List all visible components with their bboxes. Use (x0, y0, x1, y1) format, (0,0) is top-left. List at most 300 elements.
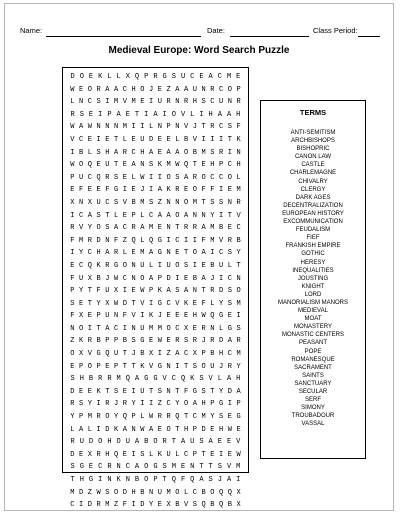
grid-letter[interactable]: B (184, 135, 189, 144)
grid-letter[interactable]: U (157, 488, 162, 497)
grid-letter[interactable]: T (114, 161, 119, 170)
grid-letter[interactable]: O (192, 249, 197, 258)
grid-letter[interactable]: L (175, 450, 180, 459)
grid-letter[interactable]: E (201, 161, 206, 170)
grid-letter[interactable]: A (131, 161, 136, 170)
grid-letter[interactable]: B (219, 224, 224, 233)
grid-letter[interactable]: A (226, 110, 232, 119)
grid-letter[interactable]: M (114, 98, 119, 107)
grid-letter[interactable]: A (184, 173, 189, 182)
grid-letter[interactable]: P (131, 211, 136, 220)
grid-letter[interactable]: E (131, 186, 136, 195)
grid-letter[interactable]: M (131, 98, 136, 107)
grid-letter[interactable]: I (70, 249, 75, 258)
grid-letter[interactable]: S (149, 161, 154, 170)
grid-letter[interactable]: Q (201, 501, 206, 510)
grid-letter[interactable]: S (114, 173, 119, 182)
grid-letter[interactable]: L (131, 173, 136, 182)
grid-letter[interactable]: Y (131, 400, 136, 409)
grid-letter[interactable]: R (96, 501, 101, 510)
grid-letter[interactable]: D (122, 488, 127, 497)
grid-letter[interactable]: E (87, 312, 92, 321)
grid-letter[interactable]: C (122, 224, 127, 233)
grid-letter[interactable]: C (70, 501, 75, 510)
grid-letter[interactable]: B (192, 274, 197, 283)
grid-letter[interactable]: C (79, 261, 84, 270)
grid-letter[interactable]: I (96, 135, 101, 144)
grid-letter[interactable]: I (131, 450, 136, 459)
grid-letter[interactable]: T (162, 476, 167, 484)
grid-letter[interactable]: C (171, 375, 176, 384)
grid-letter[interactable]: R (219, 148, 224, 157)
grid-letter[interactable]: S (70, 463, 75, 472)
grid-letter[interactable]: U (96, 198, 101, 207)
grid-letter[interactable]: F (236, 123, 241, 132)
grid-letter[interactable]: K (157, 450, 162, 459)
grid-letter[interactable]: R (236, 98, 241, 107)
grid-letter[interactable]: M (236, 299, 241, 308)
grid-letter[interactable]: M (171, 463, 176, 472)
grid-letter[interactable]: B (201, 488, 206, 497)
grid-letter[interactable]: F (180, 476, 186, 484)
grid-letter[interactable]: L (107, 73, 112, 81)
grid-letter[interactable]: U (140, 261, 145, 270)
grid-letter[interactable]: U (210, 362, 215, 371)
grid-letter[interactable]: G (157, 236, 162, 245)
grid-letter[interactable]: P (210, 400, 215, 409)
grid-letter[interactable]: R (87, 337, 92, 346)
grid-letter[interactable]: E (79, 387, 84, 396)
grid-letter[interactable]: S (96, 211, 101, 220)
grid-letter[interactable]: A (105, 249, 110, 258)
grid-letter[interactable]: A (149, 425, 154, 434)
grid-letter[interactable]: P (114, 337, 119, 346)
grid-letter[interactable]: C (166, 299, 171, 308)
grid-letter[interactable]: Y (79, 287, 84, 296)
grid-letter[interactable]: U (140, 387, 145, 396)
grid-letter[interactable]: U (105, 161, 110, 170)
grid-letter[interactable]: S (70, 375, 75, 384)
grid-letter[interactable]: E (192, 299, 197, 308)
grid-letter[interactable]: A (79, 425, 84, 434)
grid-letter[interactable]: C (131, 148, 136, 157)
grid-letter[interactable]: D (219, 337, 224, 346)
grid-letter[interactable]: V (219, 236, 224, 245)
grid-letter[interactable]: U (125, 438, 130, 447)
name-line[interactable] (46, 36, 201, 37)
grid-letter[interactable]: O (166, 173, 171, 182)
grid-letter[interactable]: H (105, 148, 110, 157)
grid-letter[interactable]: O (98, 438, 103, 447)
grid-letter[interactable]: X (87, 198, 92, 207)
grid-letter[interactable]: K (149, 312, 154, 321)
grid-letter[interactable]: H (79, 476, 84, 484)
grid-letter[interactable]: O (116, 438, 121, 447)
grid-letter[interactable]: M (105, 501, 110, 510)
grid-letter[interactable]: R (70, 400, 75, 409)
grid-letter[interactable]: Z (166, 350, 171, 359)
grid-letter[interactable]: B (96, 274, 101, 283)
grid-letter[interactable]: P (153, 476, 158, 484)
grid-letter[interactable]: C (227, 161, 232, 170)
grid-letter[interactable]: W (140, 287, 145, 296)
grid-letter[interactable]: G (144, 375, 149, 384)
grid-letter[interactable]: W (96, 488, 101, 497)
grid-letter[interactable]: Q (180, 375, 186, 384)
grid-letter[interactable]: Z (70, 337, 75, 346)
grid-letter[interactable]: S (171, 73, 176, 81)
grid-letter[interactable]: E (166, 312, 171, 321)
grid-letter[interactable]: S (79, 400, 84, 409)
grid-letter[interactable]: S (175, 287, 180, 296)
grid-letter[interactable]: A (201, 224, 206, 233)
grid-letter[interactable]: S (219, 198, 224, 207)
grid-letter[interactable]: P (79, 362, 84, 371)
grid-letter[interactable]: F (201, 299, 206, 308)
grid-letter[interactable]: B (192, 148, 197, 157)
grid-letter[interactable]: O (184, 400, 189, 409)
grid-letter[interactable]: F (210, 186, 215, 195)
grid-letter[interactable]: R (166, 413, 171, 422)
grid-letter[interactable]: O (70, 350, 75, 359)
grid-letter[interactable]: P (96, 312, 101, 321)
grid-letter[interactable]: O (105, 413, 110, 422)
grid-letter[interactable]: E (227, 186, 232, 195)
grid-letter[interactable]: Y (87, 224, 92, 233)
grid-letter[interactable]: N (79, 98, 84, 107)
grid-letter[interactable]: C (227, 350, 232, 359)
grid-letter[interactable]: D (96, 236, 101, 245)
grid-letter[interactable]: E (157, 501, 162, 510)
grid-letter[interactable]: R (175, 186, 180, 195)
grid-letter[interactable]: R (210, 123, 215, 132)
grid-letter[interactable]: N (236, 148, 241, 157)
grid-letter[interactable]: I (219, 450, 224, 459)
grid-letter[interactable]: N (114, 312, 119, 321)
grid-letter[interactable]: R (210, 287, 215, 296)
grid-letter[interactable]: J (157, 312, 162, 321)
grid-letter[interactable]: U (219, 98, 224, 107)
grid-letter[interactable]: R (201, 324, 206, 333)
grid-letter[interactable]: K (166, 186, 171, 195)
grid-letter[interactable]: L (122, 249, 127, 258)
grid-letter[interactable]: I (87, 324, 92, 333)
grid-letter[interactable]: E (131, 287, 136, 296)
grid-letter[interactable]: W (114, 299, 119, 308)
grid-letter[interactable]: D (70, 73, 75, 81)
grid-letter[interactable]: L (175, 135, 180, 144)
grid-letter[interactable]: B (79, 148, 84, 157)
grid-letter[interactable]: D (79, 488, 84, 497)
grid-letter[interactable]: I (175, 274, 180, 283)
grid-letter[interactable]: L (140, 211, 145, 220)
grid-letter[interactable]: I (219, 135, 224, 144)
grid-letter[interactable]: U (140, 324, 145, 333)
grid-letter[interactable]: O (153, 438, 158, 447)
grid-letter[interactable]: E (79, 450, 84, 459)
grid-letter[interactable]: C (217, 73, 222, 81)
grid-letter[interactable]: S (210, 198, 215, 207)
grid-letter[interactable]: E (96, 161, 101, 170)
grid-letter[interactable]: V (184, 501, 189, 510)
grid-letter[interactable]: T (201, 123, 206, 132)
grid-letter[interactable]: Z (122, 236, 127, 245)
grid-letter[interactable]: Q (149, 236, 154, 245)
grid-letter[interactable]: E (227, 450, 232, 459)
grid-letter[interactable]: A (166, 287, 171, 296)
grid-letter[interactable]: E (175, 249, 180, 258)
grid-letter[interactable]: Q (227, 488, 232, 497)
grid-letter[interactable]: C (184, 350, 189, 359)
grid-letter[interactable]: O (227, 173, 232, 182)
grid-letter[interactable]: F (114, 236, 119, 245)
grid-letter[interactable]: L (236, 173, 241, 182)
grid-letter[interactable]: I (227, 148, 232, 157)
grid-letter[interactable]: M (210, 236, 215, 245)
grid-letter[interactable]: I (140, 400, 145, 409)
grid-letter[interactable]: J (192, 123, 197, 132)
grid-letter[interactable]: A (105, 85, 110, 94)
grid-letter[interactable]: V (236, 211, 241, 220)
grid-letter[interactable]: G (140, 337, 145, 346)
grid-letter[interactable]: O (175, 211, 180, 220)
grid-letter[interactable]: I (166, 236, 171, 245)
grid-letter[interactable]: C (184, 450, 189, 459)
grid-letter[interactable]: R (96, 85, 101, 94)
grid-letter[interactable]: E (180, 463, 186, 472)
grid-letter[interactable]: P (157, 274, 162, 283)
grid-letter[interactable]: G (114, 261, 119, 270)
grid-letter[interactable]: D (219, 287, 224, 296)
grid-letter[interactable]: I (98, 110, 103, 119)
grid-letter[interactable]: N (166, 362, 171, 371)
grid-letter[interactable]: L (87, 425, 92, 434)
grid-letter[interactable]: S (208, 476, 213, 484)
grid-letter[interactable]: D (105, 425, 110, 434)
grid-letter[interactable]: V (122, 98, 127, 107)
grid-letter[interactable]: L (149, 261, 154, 270)
grid-letter[interactable]: R (70, 110, 75, 119)
grid-letter[interactable]: Z (166, 85, 171, 94)
grid-letter[interactable]: E (79, 299, 84, 308)
grid-letter[interactable]: T (131, 362, 136, 371)
grid-letter[interactable]: C (122, 85, 127, 94)
grid-letter[interactable]: T (175, 425, 180, 434)
grid-letter[interactable]: F (79, 186, 84, 195)
grid-letter[interactable]: O (210, 488, 215, 497)
grid-letter[interactable]: A (166, 211, 171, 220)
grid-letter[interactable]: R (122, 148, 127, 157)
grid-letter[interactable]: O (184, 148, 189, 157)
grid-letter[interactable]: T (184, 413, 189, 422)
grid-letter[interactable]: C (227, 274, 232, 283)
grid-letter[interactable]: N (201, 211, 206, 220)
grid-letter[interactable]: R (162, 438, 167, 447)
grid-letter[interactable]: S (114, 387, 119, 396)
grid-letter[interactable]: S (175, 173, 180, 182)
grid-letter[interactable]: K (116, 476, 121, 484)
grid-letter[interactable]: M (166, 488, 171, 497)
grid-letter[interactable]: M (201, 148, 206, 157)
grid-letter[interactable]: W (175, 161, 180, 170)
grid-letter[interactable]: E (166, 337, 171, 346)
grid-letter[interactable]: K (98, 73, 103, 81)
grid-letter[interactable]: L (70, 425, 75, 434)
grid-letter[interactable]: I (70, 148, 75, 157)
grid-letter[interactable]: U (166, 450, 171, 459)
grid-letter[interactable]: E (70, 261, 75, 270)
grid-letter[interactable]: H (201, 400, 206, 409)
grid-letter[interactable]: O (114, 488, 119, 497)
grid-letter[interactable]: D (227, 387, 232, 396)
grid-letter[interactable]: V (70, 135, 75, 144)
grid-letter[interactable]: L (122, 135, 127, 144)
grid-letter[interactable]: M (157, 324, 162, 333)
grid-letter[interactable]: G (192, 387, 197, 396)
grid-letter[interactable]: R (184, 98, 189, 107)
grid-letter[interactable]: Q (171, 476, 176, 484)
grid-letter[interactable]: E (226, 438, 232, 447)
grid-letter[interactable]: A (227, 337, 232, 346)
grid-letter[interactable]: O (166, 425, 171, 434)
grid-letter[interactable]: N (79, 198, 84, 207)
grid-letter[interactable]: B (144, 438, 149, 447)
grid-letter[interactable]: B (210, 501, 215, 510)
grid-letter[interactable]: H (210, 161, 215, 170)
grid-letter[interactable]: I (201, 135, 206, 144)
grid-letter[interactable]: S (199, 438, 204, 447)
grid-letter[interactable]: S (227, 287, 232, 296)
grid-letter[interactable]: K (157, 287, 162, 296)
grid-letter[interactable]: K (96, 387, 101, 396)
grid-letter[interactable]: X (87, 450, 92, 459)
grid-letter[interactable]: P (144, 73, 149, 81)
grid-letter[interactable]: B (122, 337, 127, 346)
grid-letter[interactable]: V (192, 135, 197, 144)
grid-letter[interactable]: A (192, 400, 197, 409)
grid-letter[interactable]: F (70, 274, 75, 283)
grid-letter[interactable]: A (140, 224, 145, 233)
grid-letter[interactable]: P (70, 173, 75, 182)
grid-letter[interactable]: R (210, 337, 215, 346)
grid-letter[interactable]: S (227, 299, 232, 308)
grid-letter[interactable]: M (166, 161, 171, 170)
grid-letter[interactable]: N (149, 488, 154, 497)
grid-letter[interactable]: G (79, 463, 84, 472)
grid-letter[interactable]: G (157, 362, 162, 371)
grid-letter[interactable]: Z (87, 488, 92, 497)
grid-letter[interactable]: E (157, 224, 162, 233)
grid-letter[interactable]: I (122, 186, 127, 195)
grid-letter[interactable]: M (201, 413, 206, 422)
grid-letter[interactable]: E (140, 98, 145, 107)
grid-letter[interactable]: H (208, 110, 213, 119)
grid-letter[interactable]: H (219, 350, 224, 359)
grid-letter[interactable]: T (122, 362, 127, 371)
grid-letter[interactable]: O (144, 463, 149, 472)
grid-letter[interactable]: E (184, 186, 189, 195)
grid-letter[interactable]: J (131, 350, 136, 359)
grid-letter[interactable]: A (208, 73, 213, 81)
grid-letter[interactable]: Y (70, 413, 75, 422)
grid-letter[interactable]: E (227, 413, 232, 422)
grid-letter[interactable]: T (192, 161, 197, 170)
grid-letter[interactable]: J (140, 186, 145, 195)
grid-letter[interactable]: A (184, 287, 189, 296)
grid-letter[interactable]: V (140, 299, 145, 308)
grid-letter[interactable]: O (140, 274, 145, 283)
grid-letter[interactable]: W (236, 450, 241, 459)
grid-letter[interactable]: X (114, 287, 119, 296)
grid-letter[interactable]: P (96, 362, 101, 371)
grid-letter[interactable]: O (171, 110, 176, 119)
grid-letter[interactable]: L (87, 148, 92, 157)
grid-letter[interactable]: R (107, 375, 112, 384)
grid-letter[interactable]: Y (210, 211, 215, 220)
grid-letter[interactable]: E (166, 135, 171, 144)
grid-letter[interactable]: I (236, 476, 241, 484)
grid-letter[interactable]: A (226, 476, 232, 484)
grid-letter[interactable]: I (175, 362, 180, 371)
grid-letter[interactable]: Y (175, 400, 180, 409)
grid-letter[interactable]: N (227, 198, 232, 207)
grid-letter[interactable]: D (201, 425, 206, 434)
grid-letter[interactable]: V (131, 312, 136, 321)
grid-letter[interactable]: T (114, 135, 119, 144)
grid-letter[interactable]: J (210, 274, 215, 283)
grid-letter[interactable]: B (210, 350, 215, 359)
grid-letter[interactable]: I (98, 476, 103, 484)
grid-letter[interactable]: E (122, 211, 127, 220)
grid-letter[interactable]: R (192, 173, 197, 182)
grid-letter[interactable]: S (201, 387, 206, 396)
grid-letter[interactable]: L (210, 299, 215, 308)
grid-letter[interactable]: S (192, 362, 197, 371)
grid-letter[interactable]: W (227, 425, 232, 434)
grid-letter[interactable]: F (96, 287, 101, 296)
grid-letter[interactable]: X (79, 312, 84, 321)
grid-letter[interactable]: Y (149, 501, 154, 510)
grid-letter[interactable]: E (105, 362, 110, 371)
grid-letter[interactable]: B (134, 476, 140, 484)
grid-letter[interactable]: E (149, 337, 154, 346)
grid-letter[interactable]: E (70, 186, 75, 195)
grid-letter[interactable]: T (134, 110, 140, 119)
grid-letter[interactable]: R (227, 236, 232, 245)
grid-letter[interactable]: N (175, 98, 180, 107)
grid-letter[interactable]: Y (219, 387, 224, 396)
grid-letter[interactable]: S (227, 123, 232, 132)
grid-letter[interactable]: S (210, 148, 215, 157)
grid-letter[interactable]: U (114, 350, 119, 359)
grid-letter[interactable]: A (184, 211, 189, 220)
grid-letter[interactable]: N (201, 85, 206, 94)
grid-letter[interactable]: H (107, 438, 112, 447)
grid-letter[interactable]: O (236, 287, 241, 296)
grid-letter[interactable]: L (227, 261, 232, 270)
grid-letter[interactable]: C (87, 249, 92, 258)
grid-letter[interactable]: R (236, 337, 241, 346)
grid-letter[interactable]: N (175, 123, 180, 132)
grid-letter[interactable]: U (79, 173, 84, 182)
grid-letter[interactable]: X (236, 501, 241, 510)
grid-letter[interactable]: X (125, 73, 130, 81)
grid-letter[interactable]: O (201, 173, 206, 182)
grid-letter[interactable]: R (210, 85, 215, 94)
grid-letter[interactable]: T (131, 299, 136, 308)
grid-letter[interactable]: W (201, 312, 206, 321)
grid-letter[interactable]: N (107, 476, 112, 484)
